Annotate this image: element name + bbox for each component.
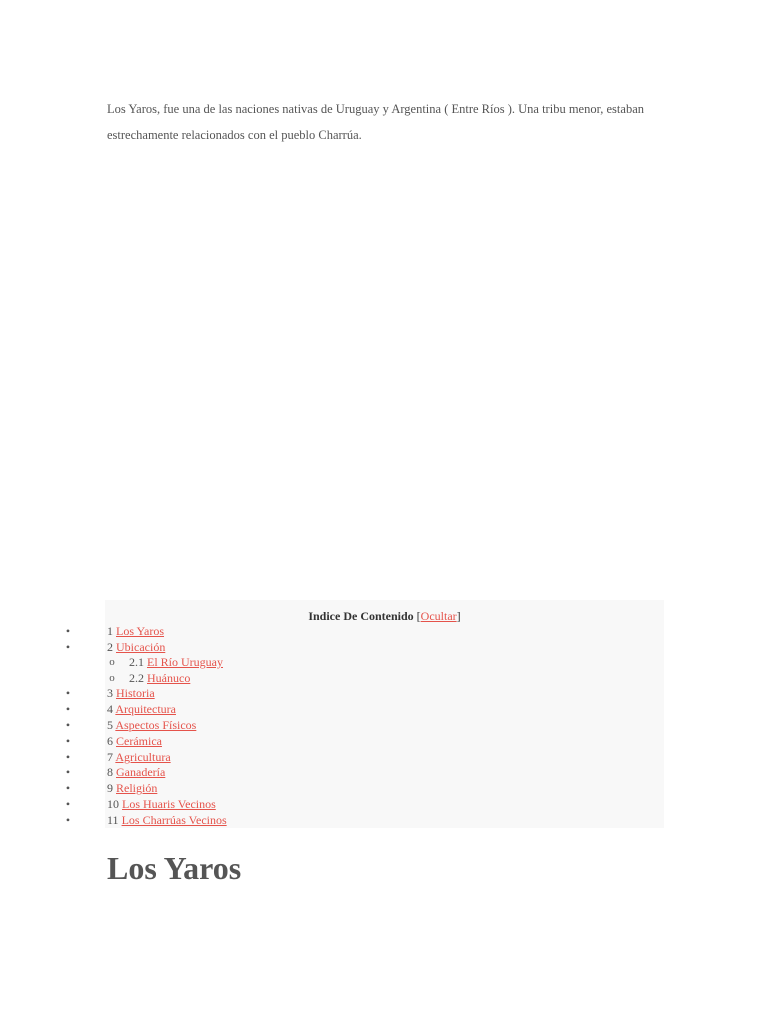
- toc-link-ubicacion[interactable]: Ubicación: [116, 640, 166, 654]
- toc-item-number: 3: [107, 686, 113, 700]
- toc-item-2: [65, 640, 166, 655]
- list-bullet: •: [65, 686, 71, 700]
- list-bullet: •: [65, 750, 71, 764]
- list-sub-bullet: o: [109, 656, 115, 668]
- list-bullet: •: [65, 718, 71, 732]
- toc-link-el-rio-uruguay[interactable]: El Río Uruguay: [147, 655, 223, 669]
- list-bullet: •: [65, 624, 71, 638]
- toc-item-number: 2.2: [129, 671, 144, 685]
- toc-header: [105, 608, 664, 624]
- intro-paragraph: Los Yaros, fue una de las naciones nativas de Uruguay y Argentina ( Entre Ríos ). Una tribu menor, estaban estrechamente relacionados con el pueblo Charrúa.: [107, 102, 644, 142]
- list-bullet: •: [65, 797, 71, 811]
- toc-link-historia[interactable]: Historia: [116, 686, 155, 700]
- toc-item-number: 1: [107, 624, 113, 638]
- toc-title: Indice De Contenido: [308, 609, 414, 623]
- toc-item-5: [65, 718, 197, 733]
- toc-link-ganaderia[interactable]: Ganadería: [116, 765, 166, 779]
- toc-link-huanuco[interactable]: Huánuco: [147, 671, 191, 685]
- toc-link-los-charruas-vecinos[interactable]: Los Charrúas Vecinos: [121, 813, 227, 827]
- toc-hide-link[interactable]: Ocultar: [420, 609, 457, 623]
- section-heading: Los Yaros: [107, 850, 242, 886]
- list-bullet: •: [65, 640, 71, 654]
- toc-link-ceramica[interactable]: Cerámica: [116, 734, 162, 748]
- toc-item-7: [65, 750, 171, 765]
- toc-item-number: 2: [107, 640, 113, 654]
- toc-item-11: [65, 813, 227, 828]
- list-bullet: •: [65, 813, 71, 827]
- toc-item-number: 2.1: [129, 655, 144, 669]
- toc-link-arquitectura[interactable]: Arquitectura: [115, 702, 176, 716]
- toc-item-1: [65, 624, 165, 639]
- toc-item-4: [65, 702, 176, 717]
- toc-bracket-open: [: [416, 609, 421, 623]
- table-of-contents: [105, 600, 664, 828]
- toc-item-number: 9: [107, 781, 113, 795]
- toc-item-number: 4: [107, 702, 113, 716]
- toc-item-9: [65, 781, 158, 796]
- list-bullet: •: [65, 702, 71, 716]
- toc-item-10: [65, 797, 216, 812]
- toc-item-2-1: [109, 655, 223, 670]
- toc-item-number: 5: [107, 718, 113, 732]
- toc-item-2-2: [109, 671, 191, 686]
- toc-item-number: 6: [107, 734, 113, 748]
- toc-item-6: [65, 734, 162, 749]
- toc-bracket-close: ]: [456, 609, 461, 623]
- toc-item-number: 11: [107, 813, 119, 827]
- toc-link-aspectos-fisicos[interactable]: Aspectos Físicos: [115, 718, 197, 732]
- toc-item-number: 10: [107, 797, 119, 811]
- toc-link-los-huaris-vecinos[interactable]: Los Huaris Vecinos: [122, 797, 216, 811]
- toc-link-los-yaros[interactable]: Los Yaros: [116, 624, 165, 638]
- list-bullet: •: [65, 765, 71, 779]
- toc-link-agricultura[interactable]: Agricultura: [115, 750, 171, 764]
- toc-item-3: [65, 686, 155, 701]
- toc-item-number: 7: [107, 750, 113, 764]
- toc-link-religion[interactable]: Religión: [116, 781, 158, 795]
- toc-item-number: 8: [107, 765, 113, 779]
- toc-item-8: [65, 765, 166, 780]
- list-sub-bullet: o: [109, 672, 115, 684]
- list-bullet: •: [65, 781, 71, 795]
- list-bullet: •: [65, 734, 71, 748]
